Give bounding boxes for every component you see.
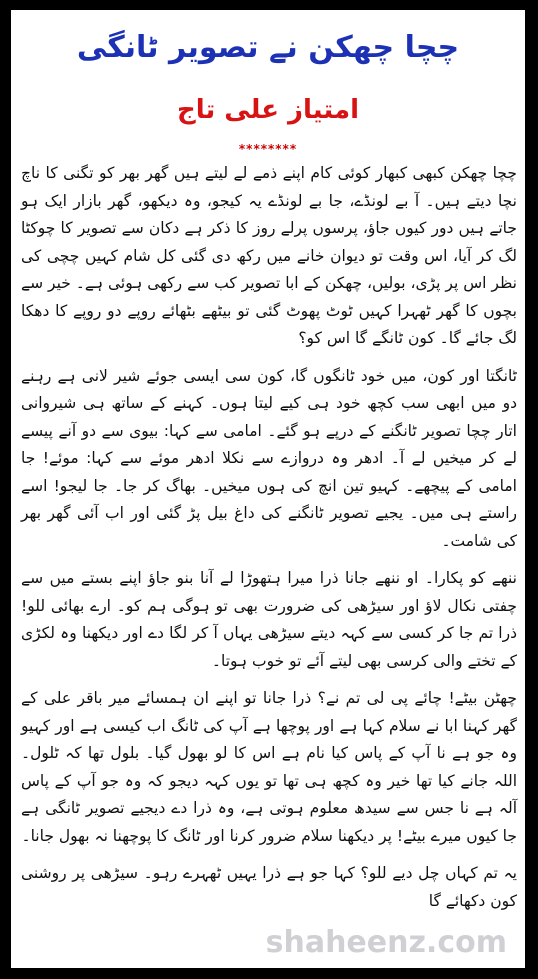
author-name: امتیاز علی تاج (176, 95, 359, 125)
paragraph-1: چچا چھکن کبھی کبھار کوئی کام اپنے ذمے لے لیتے ہیں گھر بھر کو تگنی کا ناچ نچا دیتے ہیں۔ آ بے لونڈے، جا بے لونڈے یہ کیجو، وہ دیکھو، گھر بازار ایک ہو جاتے ہیں دور کیوں جاؤ، پرسوں پرلے روز کا ذکر ہے دکان سے تصویر کا چوکٹا لگ کر آیا، اس وقت تو دیوان خانے میں رکھ دی گئی کل شام کہیں چچی کی نظر اس پر پڑی، بولیں، چھکن کے ابا تصویر کب سے رکھی ہوئی ہے۔ خیر سے بچوں کا گھر ٹھہرا کہیں ٹوٹ پھوٹ گئی تو بیٹھے بٹھائے روپے دو روپے کا دھکا لگ جائے گا۔ کون ٹانگے گا اس کو؟ (21, 164, 517, 347)
site-watermark: shaheenz.com (265, 925, 507, 960)
separator: ******** (238, 142, 298, 156)
paragraph-3: ننھے کو پکارا۔ او ننھے جانا ذرا میرا ہتھوڑا لے آنا بنو جاؤ اپنے بستے میں سے چفتی نکال لاؤ اور سیڑھی کی ضرورت بھی تو ہوگی ہم کو۔ ارے بھائی للو! ذرا تم جا کر کسی سے کہہ دیتے سیڑھی یہاں آ کر لگا دے اور دیکھنا وہ لکڑی کے تختے والی کرسی بھی لیتے آئے تو خوب ہوتا۔ (21, 569, 517, 670)
article-page (11, 10, 525, 968)
paragraph-4: چھٹن بیٹے! چائے پی لی تم نے؟ ذرا جانا تو اپنے ان ہمسائے میر باقر علی کے گھر کہنا ابا نے سلام کہا ہے اور پوچھا ہے آپ کی ٹانگ اب کیسی ہے اور کہیو وہ جو ہے نا آپ کے پاس کیا نام ہے اس کا لو بھول گیا۔ بلول تھا کہ ٹلول۔ اللہ جانے کیا تھا خیر وہ کچھ ہی تھا تو یوں کہہ دیجو کہ وہ جو آپ کے پاس آلہ ہے نا جس سے سیدھ معلوم ہوتی ہے، وہ ذرا دے دیجیے تصویر ٹانگی ہے جا کیوں میرے بیٹے! پر دیکھنا سلام ضرور کرنا اور ٹانگ کا پوچھنا نہ بھول جانا۔ (21, 689, 517, 845)
article-body (21, 160, 517, 915)
article-title: چچا چھکن نے تصویر ٹانگی (76, 30, 460, 65)
paragraph-5: یہ تم کہاں چل دیے للو؟ کہا جو ہے ذرا یہیں ٹھہرے رہو۔ سیڑھی پر روشنی کون دکھائے گا (21, 864, 517, 910)
paragraph-2: ٹانگتا اور کون، میں خود ٹانگوں گا، کون سی ایسی جوئے شیر لانی ہے رہنے دو میں ابھی سب کچھ خود ہی کیے لیتا ہوں۔ کہنے کے ساتھ ہی شیروانی اتار چچا تصویر ٹانگنے کے درپے ہو گئے۔ امامی سے کہا: بیوی سے دو آنے پیسے لے کر میخیں لے آ۔ ادھر وہ دروازے سے نکلا ادھر موئے سے کہا: موئے! جا امامی کے پیچھے۔ کہیو تین انچ کی ہوں میخیں۔ بھاگ کر جا۔ جا لیجو! اسے راستے ہی میں۔ یجیے تصویر ٹانگنے کی داغ بیل پڑ گئی اور اب آئی گھر بھر کی شامت۔ (21, 366, 517, 550)
